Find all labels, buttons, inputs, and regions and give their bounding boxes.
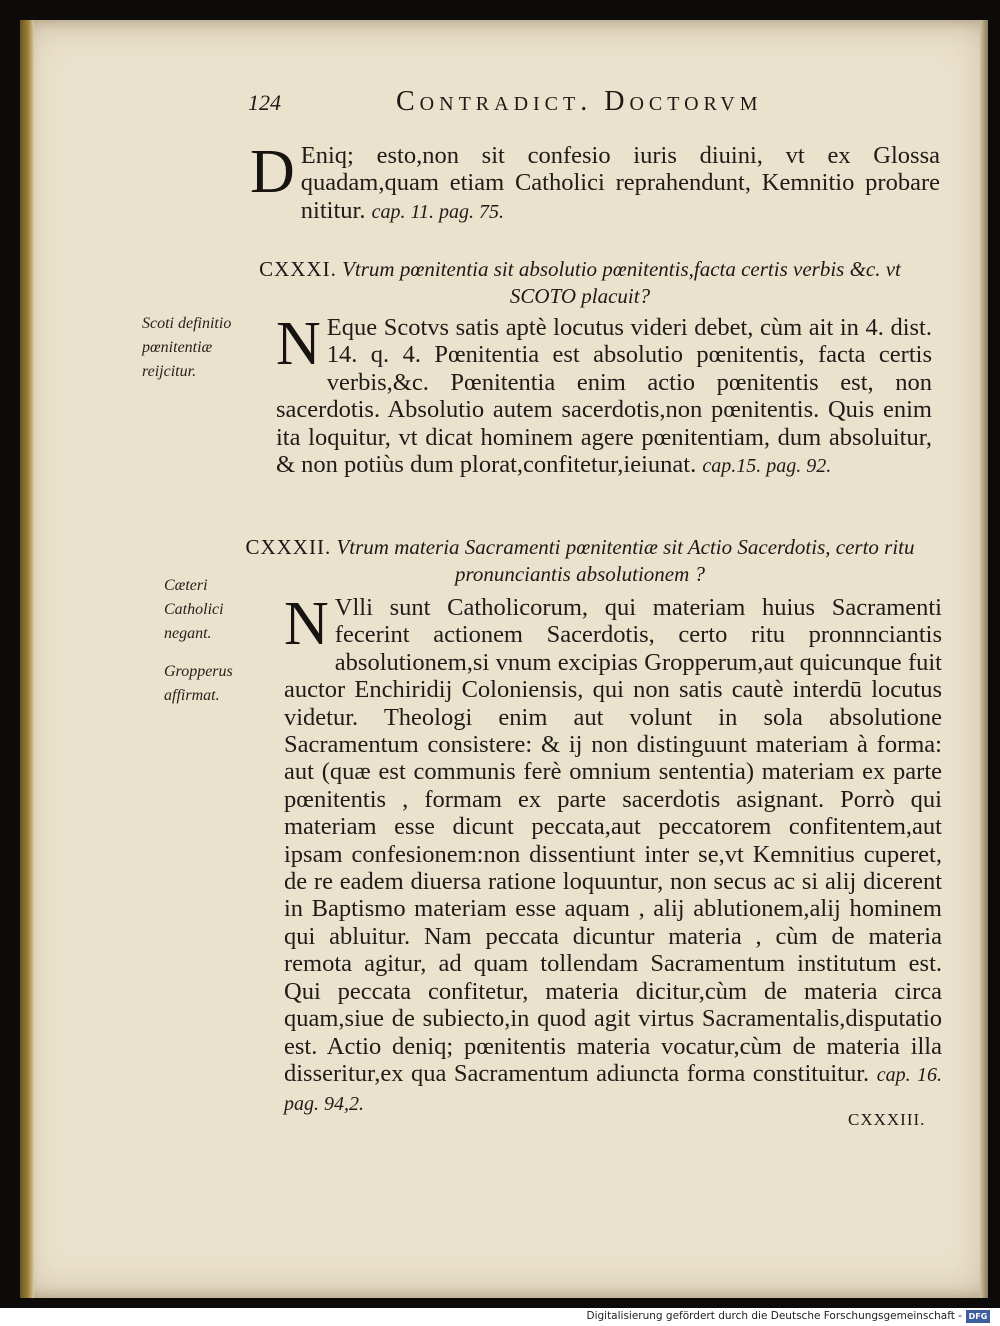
paragraph-text: Eniq; esto,non sit confesio iuris diuini, vt ex Glossa quadam,quam etiam Catholici reprahendunt, Kemnitio probare nititur. [300,142,940,224]
question-heading-131 [230,256,930,310]
catchword: CXXXIII. [848,1110,926,1129]
scotus-paragraph [276,310,932,480]
page-right-edge [980,20,988,1298]
margin-note-gropperus: Gropperus affirmat. [164,663,233,704]
citation: cap.15. pag. 92. [702,455,832,478]
paragraph-text: Eque Scotvs satis aptè locutus videri debet, cùm ait in 4. dist. 14. q. 4. Pœnitentia est absolutio pœnitentis, facta certis verbis,&c. Pœnitentia enim actio pœnitentis est, non sacerdotis. Absolutio autem sacerdotis,non pœnitentis. Quis enim ita loquitur, vt dicat hominem agere pœnitentiam, dum absoluitur, & non potiùs dum plorat,confitetur,ieiunat. [276,314,932,479]
intro-paragraph [250,138,940,226]
question-number: CXXXII. [245,535,332,559]
dropcap: N [276,310,321,378]
page-header [248,86,868,126]
citation: cap. 16. pag. 94,2. [284,1063,943,1116]
paragraph-text: Vlli sunt Catholicorum, qui materiam huius Sacramenti fecerint actionem Sacerdotis, certo ritu pronnnciantis absolutionem,si vnum excipias Gropperum,aut quicunque fuit auctor Enchiridij Coloniensis, qui non satis cautè interdū locutus videtur. Theologi enim aut volunt in sola absolutione Sacramentum consistere: & ij non distinguunt materiam à forma: aut (quæ est communis ferè omnium sententia) materiam ex parte pœnitentis , formam ex parte sacerdotis asignant. Porrò qui materiam esse dicunt peccata,aut peccatorem confitentem,aut ipsam confesionem:non dissentiunt inter se,vt Kemnitius cuperet, de re eadem diuersa ratione loquuntur, non secus ac si alij dicerent in Baptismo materiam esse aquam , alij ablutionem,alij hominem qui abluitur. Nam peccata dicuntur materia , cùm de materia remota agitur, ad quam tollendam Sacramentum institutum est. Qui peccata confitetur, materia dicitur,cùm de materia circa quam,siue de subiecto,in quod agit virtus Sacramentalis,disputatio est. Actio deniq; pœnitentis materia vocatur,cùm de materia illa disseritur,ex qua Sacramentum adiuncta forma constituitur. [284,594,942,1087]
question-number: CXXXI. [259,257,337,281]
margin-note-ceteri: Cæteri Catholici negant. [164,577,224,642]
margin-note-scotus: Scoti definitio pœnitentiæ reijcitur. [142,315,232,380]
page-spine-edge [20,20,34,1298]
funding-credit: Digitalisierung gefördert durch die Deutsche Forschungsgemeinschaft - [586,1310,962,1322]
citation: cap. 11. pag. 75. [371,200,504,223]
dropcap: D [250,138,295,206]
dropcap: N [284,590,329,658]
question-title: Vtrum materia Sacramenti pœnitentiæ sit Actio Sacerdotis, certo ritu pronunciantis absolutionem ? [336,535,915,586]
question-title: Vtrum pœnitentia sit absolutio pœnitentis,facta certis verbis &c. vt SCOTO placuit? [342,257,901,308]
footer-bar [0,1308,1000,1326]
question-heading-132 [230,534,930,588]
page-number: 124 [248,90,281,115]
dfg-logo[interactable]: DFG [966,1310,990,1323]
gropperus-paragraph [284,590,943,1119]
running-title: Contradict. Doctorvm [396,86,763,117]
